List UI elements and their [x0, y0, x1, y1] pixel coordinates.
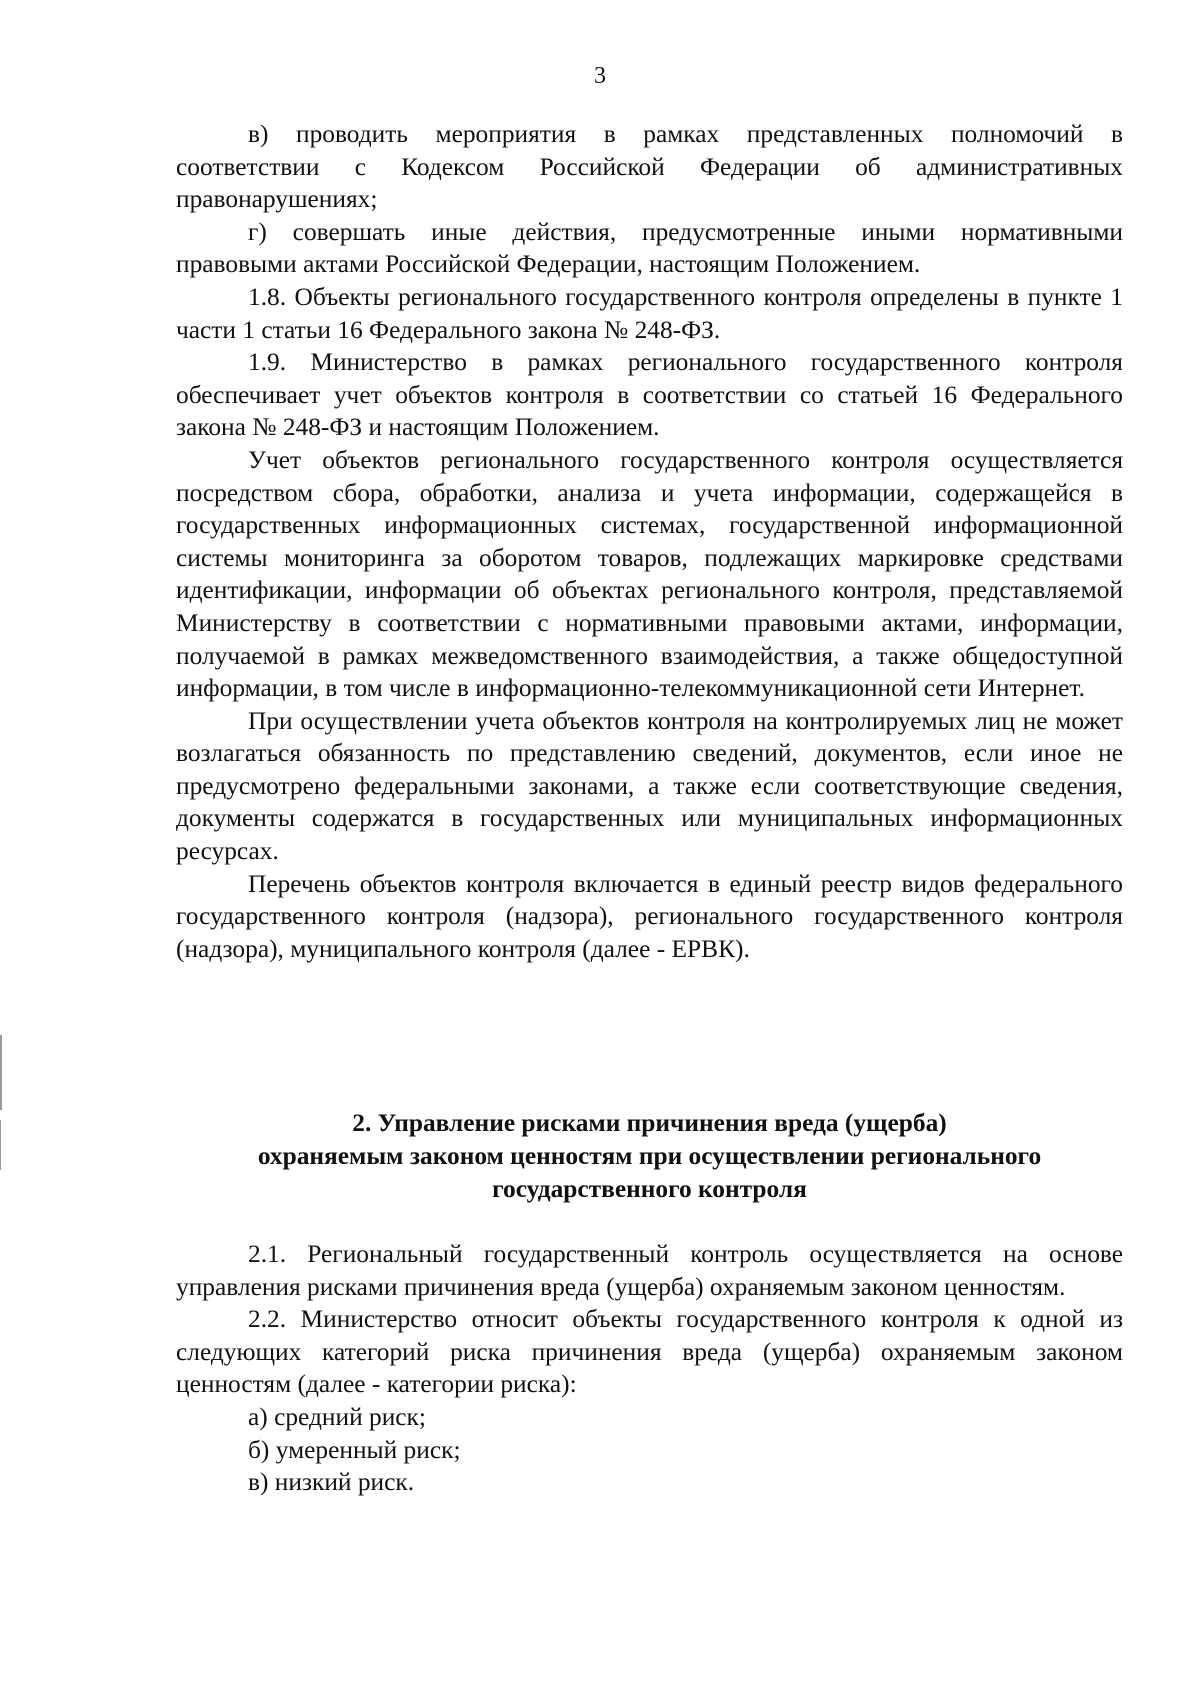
paragraph-2-1: 2.1. Региональный государственный контроль осуществляется на основе управления рисками причинения вреда (ущерба) охраняемым законом ценностям.: [176, 1240, 1123, 1301]
paragraph-2-2: 2.2. Министерство относит объекты государственного контроля к одной из следующих категорий риска причинения вреда (ущерба) охраняемым законом ценностям (далее - категории риска):: [176, 1305, 1123, 1399]
document-body: [176, 118, 1123, 965]
section-2-body: [176, 1238, 1123, 1499]
paragraph-1-8: 1.8. Объекты регионального государственного контроля определены в пункте 1 части 1 статьи 16 Федерального закона № 248-ФЗ.: [176, 282, 1123, 344]
paragraph-accounting: Учет объектов регионального государственного контроля осуществляется посредством сбора, обработки, анализа и учета информации, содержащейся в государственных информационных системах, государственной информационной системы мониторинга за оборотом товаров, подлежащих маркировке средствами идентификации, информации об объектах регионального контроля, представляемой Министерству в соответствии с нормативными правовыми актами, информации, получаемой в рамках межведомственного взаимодействия, а также общедоступной информации, в том числе в информационно-телекоммуникационной сети Интернет.: [176, 445, 1123, 703]
scan-edge-mark: [0, 1120, 1, 1170]
section-heading-line: 2. Управление рисками причинения вреда (ущерба): [352, 1109, 947, 1137]
paragraph-1-9: 1.9. Министерство в рамках регионального государственного контроля обеспечивает учет объектов контроля в соответствии со статьей 16 Федерального закона № 248-ФЗ и настоящим Положением.: [176, 348, 1123, 442]
list-item: б) умеренный риск;: [248, 1435, 461, 1464]
paragraph-obligations: При осуществлении учета объектов контроля на контролируемых лиц не может возлагаться обязанность по представлению сведений, документов, если иное не предусмотрено федеральными законами, а также если соответствующие сведения, документы содержатся в государственных или муниципальных информационных ресурсах.: [176, 706, 1123, 866]
list-item: в) низкий риск.: [248, 1468, 415, 1497]
page-number: 3: [594, 63, 606, 89]
section-heading-line: государственного контроля: [492, 1175, 807, 1203]
paragraph-item-v: в) проводить мероприятия в рамках представленных полномочий в соответствии с Кодексом Российской Федерации об административных правонарушениях;: [176, 120, 1123, 214]
scan-edge-mark: [0, 1035, 2, 1110]
paragraph-item-g: г) совершать иные действия, предусмотренные иными нормативными правовыми актами Российской Федерации, настоящим Положением.: [176, 217, 1123, 279]
list-item: а) средний риск;: [248, 1402, 426, 1431]
paragraph-registry: Перечень объектов контроля включается в единый реестр видов федерального государственного контроля (надзора), регионального государственного контроля (надзора), муниципального контроля (далее - ЕРВК).: [176, 869, 1123, 963]
section-heading-line: охраняемым законом ценностям при осуществлении регионального: [257, 1142, 1042, 1170]
section-2-heading: [176, 1107, 1123, 1206]
